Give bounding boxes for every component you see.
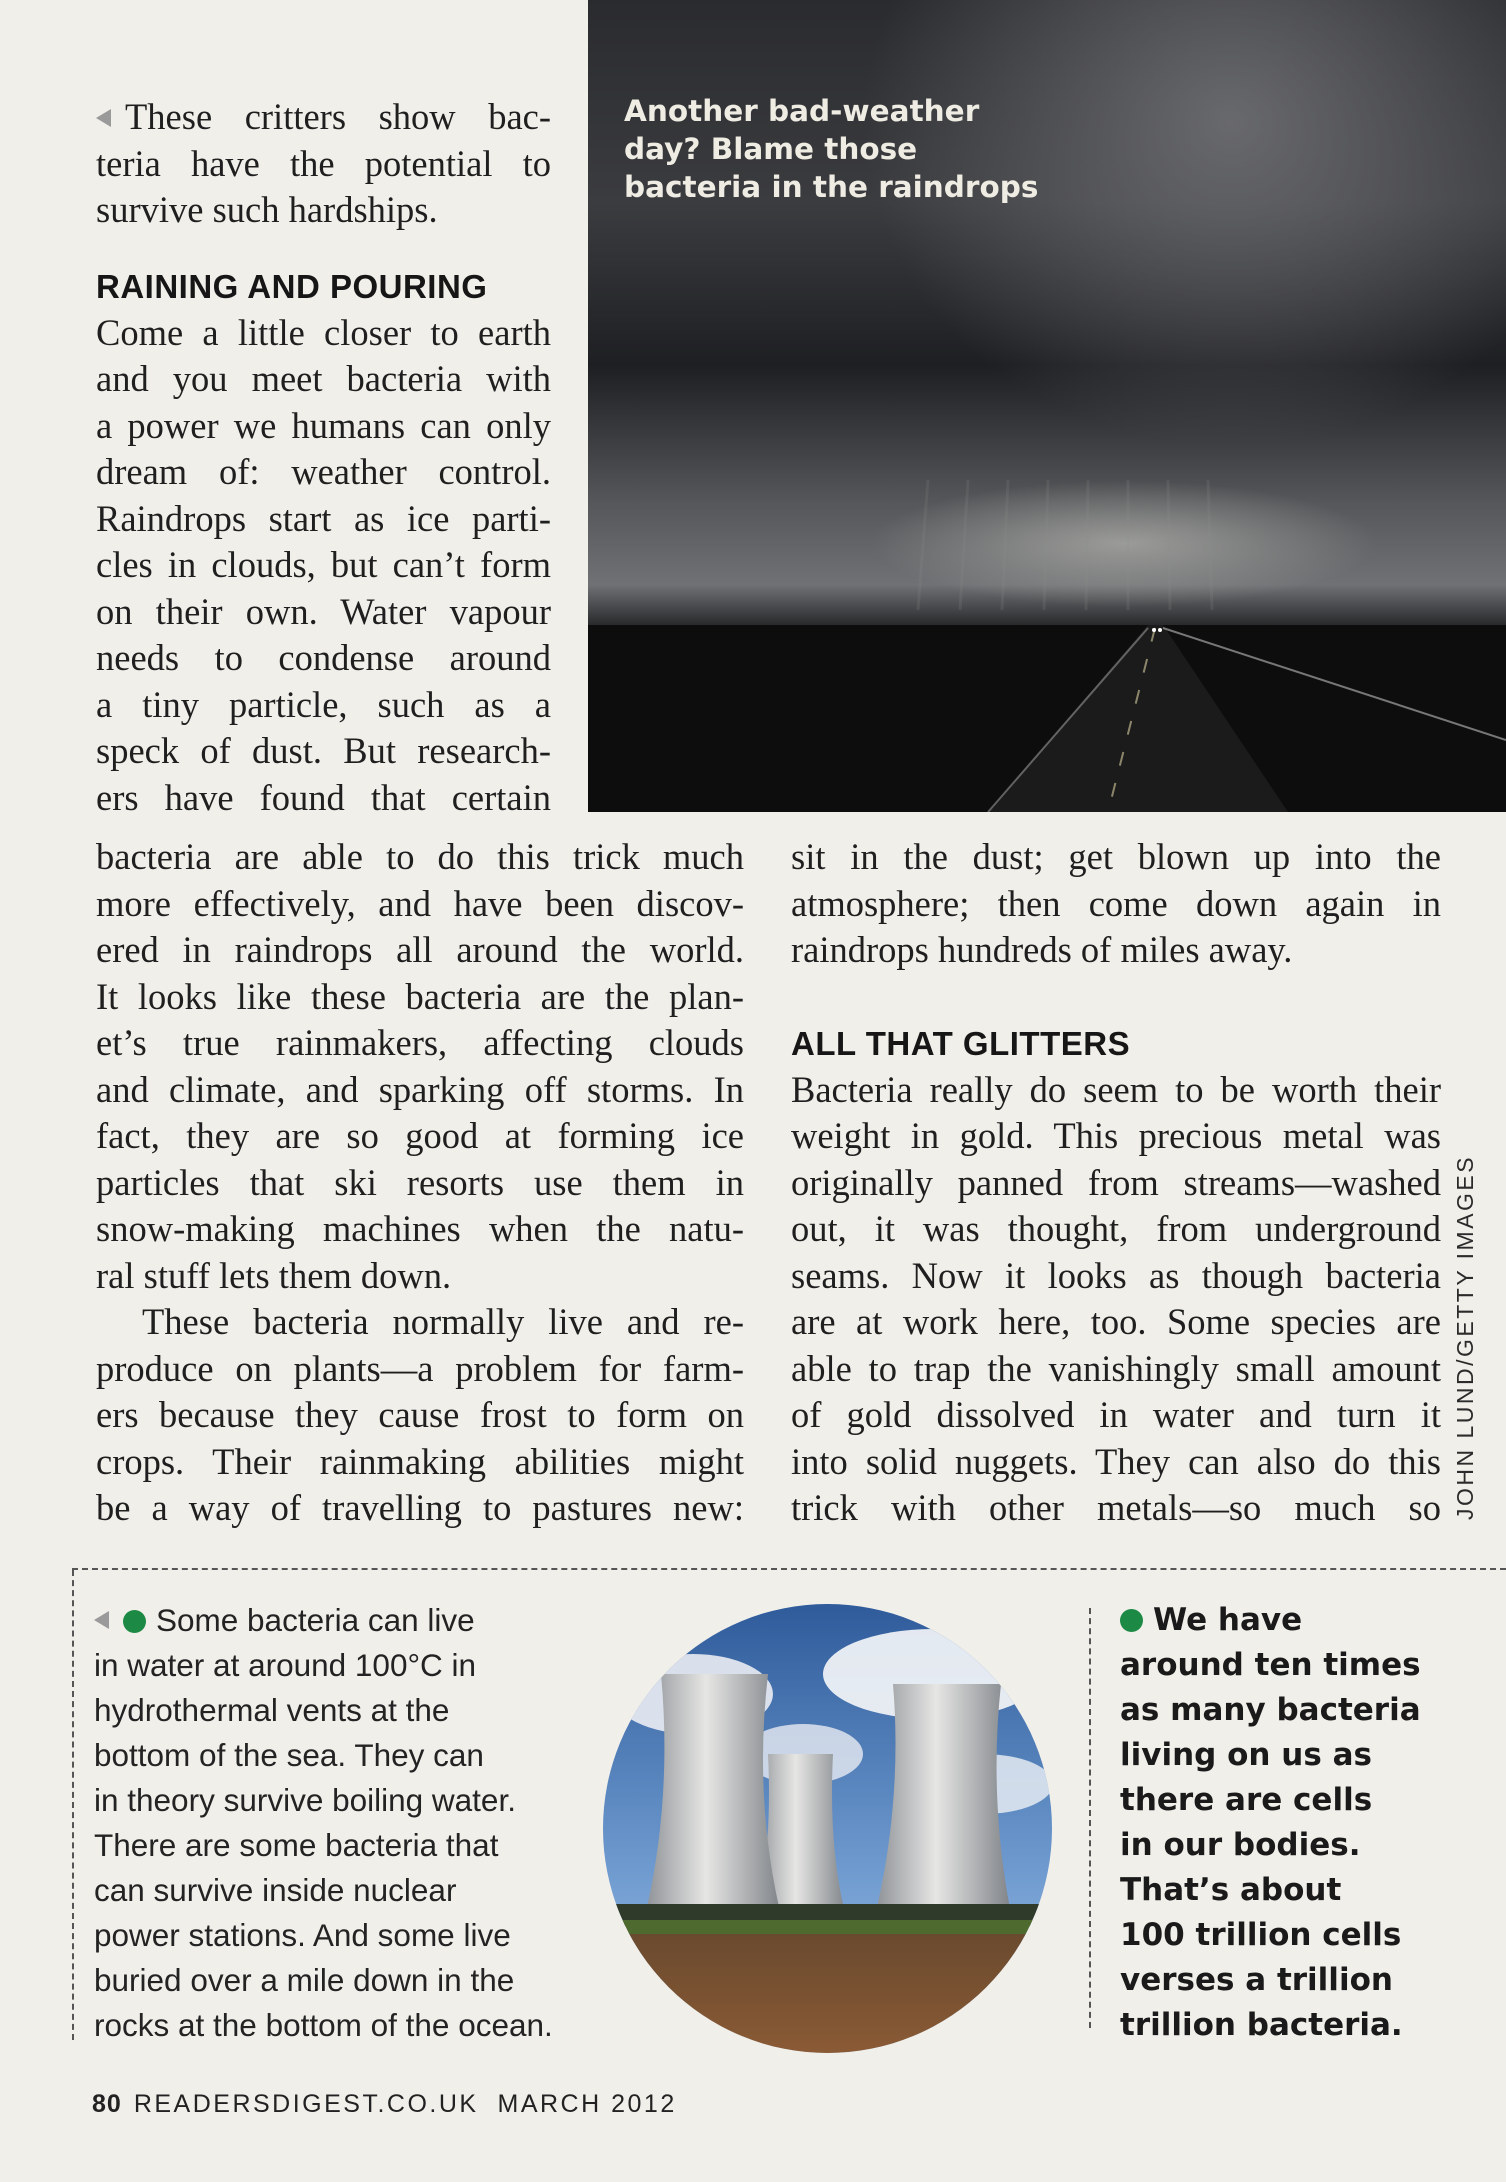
body-line: speck of dust. But research- <box>96 730 551 771</box>
fact-line: trillion bacteria. <box>1120 2007 1403 2043</box>
body-line: dream of: weather control. <box>96 451 551 492</box>
body-line: a tiny particle, such as a <box>96 683 551 725</box>
body-line: on their own. Water vapour <box>96 590 551 632</box>
body-line: fact, they are so good at forming ice <box>96 1115 744 1156</box>
right-column <box>791 834 1441 1532</box>
left-column <box>96 834 744 1532</box>
caption-line: Another bad-weather <box>624 94 980 128</box>
body-paragraph <box>96 310 551 822</box>
body-line: ers because they cause frost to form on <box>96 1394 744 1435</box>
body-line: These bacteria normally live and re- <box>142 1301 744 1342</box>
body-line: Raindrops start as ice parti- <box>96 497 551 539</box>
body-line: seams. Now it looks as though bacteria <box>791 1254 1441 1296</box>
back-arrow-icon <box>94 1611 109 1629</box>
cooling-towers-photo <box>603 1604 1052 2053</box>
body-paragraph <box>791 1067 1441 1532</box>
body-paragraph <box>96 834 744 1299</box>
fact-line: Some bacteria can live <box>94 1598 654 1643</box>
body-line: needs to condense around <box>96 637 551 678</box>
fact-line: hydrothermal vents at the <box>94 1692 450 1728</box>
fact-line: buried over a mile down in the <box>94 1962 515 1998</box>
intro-paragraph <box>96 94 551 234</box>
fact-bacteria-count <box>1120 1598 1420 2048</box>
body-line: ers have found that certain <box>96 776 551 818</box>
green-bullet-icon <box>1120 1609 1143 1632</box>
caption-line: bacteria in the raindrops <box>624 170 1039 204</box>
fact-line: living on us as <box>1120 1737 1372 1773</box>
fact-line: We have <box>1120 1598 1420 1643</box>
body-line: able to trap the vanishingly small amount <box>791 1347 1441 1389</box>
body-line: ered in raindrops all around the world. <box>96 929 744 970</box>
body-line: weight in gold. This precious metal was <box>791 1115 1441 1156</box>
body-line: Bacteria really do seem to be worth their <box>791 1068 1441 1110</box>
body-line: It looks like these bacteria are the plan- <box>96 975 744 1017</box>
body-line: produce on plants—a problem for farm- <box>96 1347 744 1389</box>
dashed-divider <box>72 1570 74 2040</box>
fact-bacteria-extremes <box>94 1598 654 2048</box>
body-line: and climate, and sparking off storms. In <box>96 1068 744 1110</box>
intro-line: These critters show bac- <box>96 94 551 141</box>
fact-line: in theory survive boiling water. <box>94 1782 516 1818</box>
body-line: et’s true rainmakers, affecting clouds <box>96 1022 744 1063</box>
body-line: and you meet bacteria with <box>96 358 551 399</box>
green-bullet-icon <box>123 1610 146 1633</box>
fact-line: rocks at the bottom of the ocean. <box>94 2007 553 2043</box>
intro-line: teria have the potential to <box>96 142 551 184</box>
fact-line: as many bacteria <box>1120 1692 1421 1728</box>
fact-line: can survive inside nuclear <box>94 1872 457 1908</box>
back-arrow-icon <box>96 109 111 127</box>
body-line: sit in the dust; get blown up into the <box>791 836 1441 877</box>
fact-line: in our bodies. <box>1120 1827 1361 1863</box>
body-line: bacteria are able to do this trick much <box>96 836 744 877</box>
site-name: READERSDIGEST.CO.UK <box>133 2090 479 2118</box>
body-line: out, it was thought, from underground <box>791 1208 1441 1249</box>
body-line: more effectively, and have been discov- <box>96 882 744 924</box>
body-line: be a way of travelling to pastures new: <box>96 1487 744 1528</box>
cooling-towers-image <box>603 1604 1052 2053</box>
section-heading: RAINING AND POURING <box>96 267 488 305</box>
body-line: ral stuff lets them down. <box>96 1254 452 1296</box>
factbox <box>72 1568 1506 2050</box>
section-heading: ALL THAT GLITTERS <box>791 1024 1131 1062</box>
body-line: a power we humans can only <box>96 404 551 446</box>
fact-line: in water at around 100°C in <box>94 1647 477 1683</box>
fact-line: verses a trillion <box>1120 1962 1393 1998</box>
body-line: of gold dissolved in water and turn it <box>791 1394 1441 1435</box>
dashed-divider <box>1089 1608 1091 2028</box>
intro-line: survive such hardships. <box>96 189 438 230</box>
body-line: Come a little closer to earth <box>96 311 551 353</box>
body-paragraph <box>96 1299 744 1532</box>
body-line: crops. Their rainmaking abilities might <box>96 1440 744 1482</box>
caption-line: day? Blame those <box>624 132 918 166</box>
photo-caption <box>624 92 1044 206</box>
body-line: particles that ski resorts use them in <box>96 1161 744 1203</box>
body-line: are at work here, too. Some species are <box>791 1301 1441 1342</box>
issue-date: MARCH 2012 <box>497 2090 677 2118</box>
body-line: originally panned from streams—washed <box>791 1161 1441 1203</box>
body-line: cles in clouds, but can’t form <box>96 544 551 585</box>
body-line: trick with other metals—so much so <box>791 1487 1441 1528</box>
top-narrow-column <box>96 94 551 821</box>
fact-line: around ten times <box>1120 1647 1421 1683</box>
fact-line: 100 trillion cells <box>1120 1917 1402 1953</box>
page-footer <box>92 2090 677 2119</box>
fact-line: bottom of the sea. They can <box>94 1737 484 1773</box>
body-line: atmosphere; then come down again in <box>791 882 1441 924</box>
page-number: 80 <box>92 2090 122 2118</box>
fact-line: That’s about <box>1120 1872 1342 1908</box>
body-line: snow-making machines when the natu- <box>96 1208 744 1249</box>
body-line: raindrops hundreds of miles away. <box>791 929 1293 970</box>
body-line: into solid nuggets. They can also do this <box>791 1440 1441 1482</box>
photo-credit-text: JOHN LUND/GETTY IMAGES <box>1452 1154 1478 1520</box>
body-paragraph <box>791 834 1441 974</box>
fact-line: There are some bacteria that <box>94 1827 499 1863</box>
fact-line: power stations. And some live <box>94 1917 511 1953</box>
fact-line: there are cells <box>1120 1782 1373 1818</box>
